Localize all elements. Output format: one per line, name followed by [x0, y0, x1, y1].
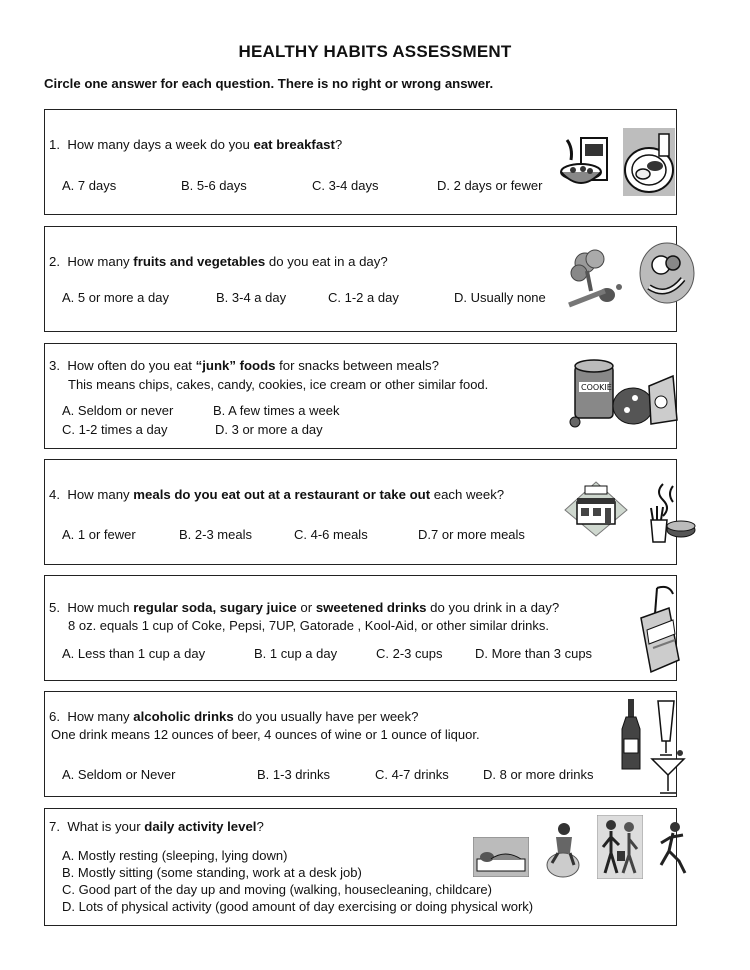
answer-option[interactable]: A. 5 or more a day: [62, 290, 169, 305]
vegetables-icon: [561, 245, 623, 315]
cookies-snacks-icon: [569, 356, 679, 436]
question-subtext-6: One drink means 12 ounces of beer, 4 ounces of wine or 1 ounce of liquor.: [51, 727, 480, 742]
question-text-1: 1. How many days a week do you eat breakfast?: [49, 137, 343, 152]
answer-option[interactable]: C. 3-4 days: [312, 178, 379, 193]
resting-person-icon: [473, 837, 529, 877]
answer-option[interactable]: B. 2-3 meals: [179, 527, 252, 542]
restaurant-icon: [563, 480, 629, 538]
answer-option[interactable]: A. Mostly resting (sleeping, lying down): [62, 848, 288, 863]
question-box-5: [44, 575, 677, 681]
svg-text:COOKIE: COOKIE: [581, 383, 612, 392]
answer-option[interactable]: D. More than 3 cups: [475, 646, 593, 661]
answer-option[interactable]: B. 3-4 a day: [216, 290, 287, 305]
answer-option[interactable]: B. A few times a week: [213, 403, 340, 418]
question-box-3: [44, 343, 677, 449]
question-text-7: 7. What is your daily activity level?: [49, 819, 264, 834]
question-box-2: [44, 226, 677, 332]
instructions: Circle one answer for each question. There is no right or wrong answer.: [44, 76, 494, 91]
walking-people-icon: [597, 815, 643, 879]
answer-option[interactable]: D. 8 or more drinks: [483, 767, 594, 782]
alcohol-bottles-icon: [618, 695, 690, 797]
answer-option[interactable]: D. Lots of physical activity (good amount of day exercising or doing physical work): [62, 899, 534, 914]
answer-option[interactable]: C. 4-6 meals: [294, 527, 368, 542]
answer-option[interactable]: C. 1-2 times a day: [62, 422, 168, 437]
question-text-4: 4. How many meals do you eat out at a restaurant or take out each week?: [49, 487, 505, 502]
answer-option[interactable]: B. 5-6 days: [181, 178, 247, 193]
answer-option[interactable]: C. 4-7 drinks: [375, 767, 449, 782]
answer-option[interactable]: C. 1-2 a day: [328, 290, 399, 305]
page-title: HEALTHY HABITS ASSESSMENT: [238, 42, 512, 61]
soda-can-icon: [635, 584, 681, 676]
question-text-3: 3. How often do you eat “junk” foods for snacks between meals?: [49, 358, 439, 373]
answer-option[interactable]: A. Seldom or Never: [62, 767, 176, 782]
answer-option[interactable]: D. 2 days or fewer: [437, 178, 543, 193]
question-box-1: [44, 109, 677, 215]
answer-option[interactable]: A. 1 or fewer: [62, 527, 136, 542]
answer-option[interactable]: D. 3 or more a day: [215, 422, 323, 437]
answer-option[interactable]: D. Usually none: [454, 290, 546, 305]
question-box-6: [44, 691, 677, 797]
answer-option[interactable]: A. Less than 1 cup a day: [62, 646, 206, 661]
answer-option[interactable]: B. Mostly sitting (some standing, work at a desk job): [62, 865, 362, 880]
fruit-bowl-icon: [639, 241, 695, 305]
answer-option[interactable]: A. Seldom or never: [62, 403, 174, 418]
answer-option[interactable]: B. 1 cup a day: [254, 646, 338, 661]
question-text-6: 6. How many alcoholic drinks do you usually have per week?: [49, 709, 419, 724]
answer-option[interactable]: B. 1-3 drinks: [257, 767, 330, 782]
question-box-4: [44, 459, 677, 565]
answer-option[interactable]: D.7 or more meals: [418, 527, 525, 542]
question-text-5: 5. How much regular soda, sugary juice or sweetened drinks do you drink in a day?: [49, 600, 560, 615]
question-text-2: 2. How many fruits and vegetables do you eat in a day?: [49, 254, 388, 269]
question-subtext-3: This means chips, cakes, candy, cookies, ice cream or other similar food.: [68, 377, 489, 392]
question-subtext-5: 8 oz. equals 1 cup of Coke, Pepsi, 7UP, Gatorade , Kool-Aid, or other similar drinks.: [68, 618, 549, 633]
answer-option[interactable]: C. 2-3 cups: [376, 646, 443, 661]
sitting-person-icon: [544, 819, 582, 879]
cereal-bowl-icon: [557, 130, 615, 192]
answer-option[interactable]: C. Good part of the day up and moving (walking, housecleaning, childcare): [62, 882, 492, 897]
takeout-food-icon: [647, 480, 697, 546]
breakfast-plate-icon: [623, 128, 675, 196]
running-person-icon: [657, 821, 689, 877]
question-box-7: [44, 808, 677, 926]
answer-option[interactable]: A. 7 days: [62, 178, 117, 193]
